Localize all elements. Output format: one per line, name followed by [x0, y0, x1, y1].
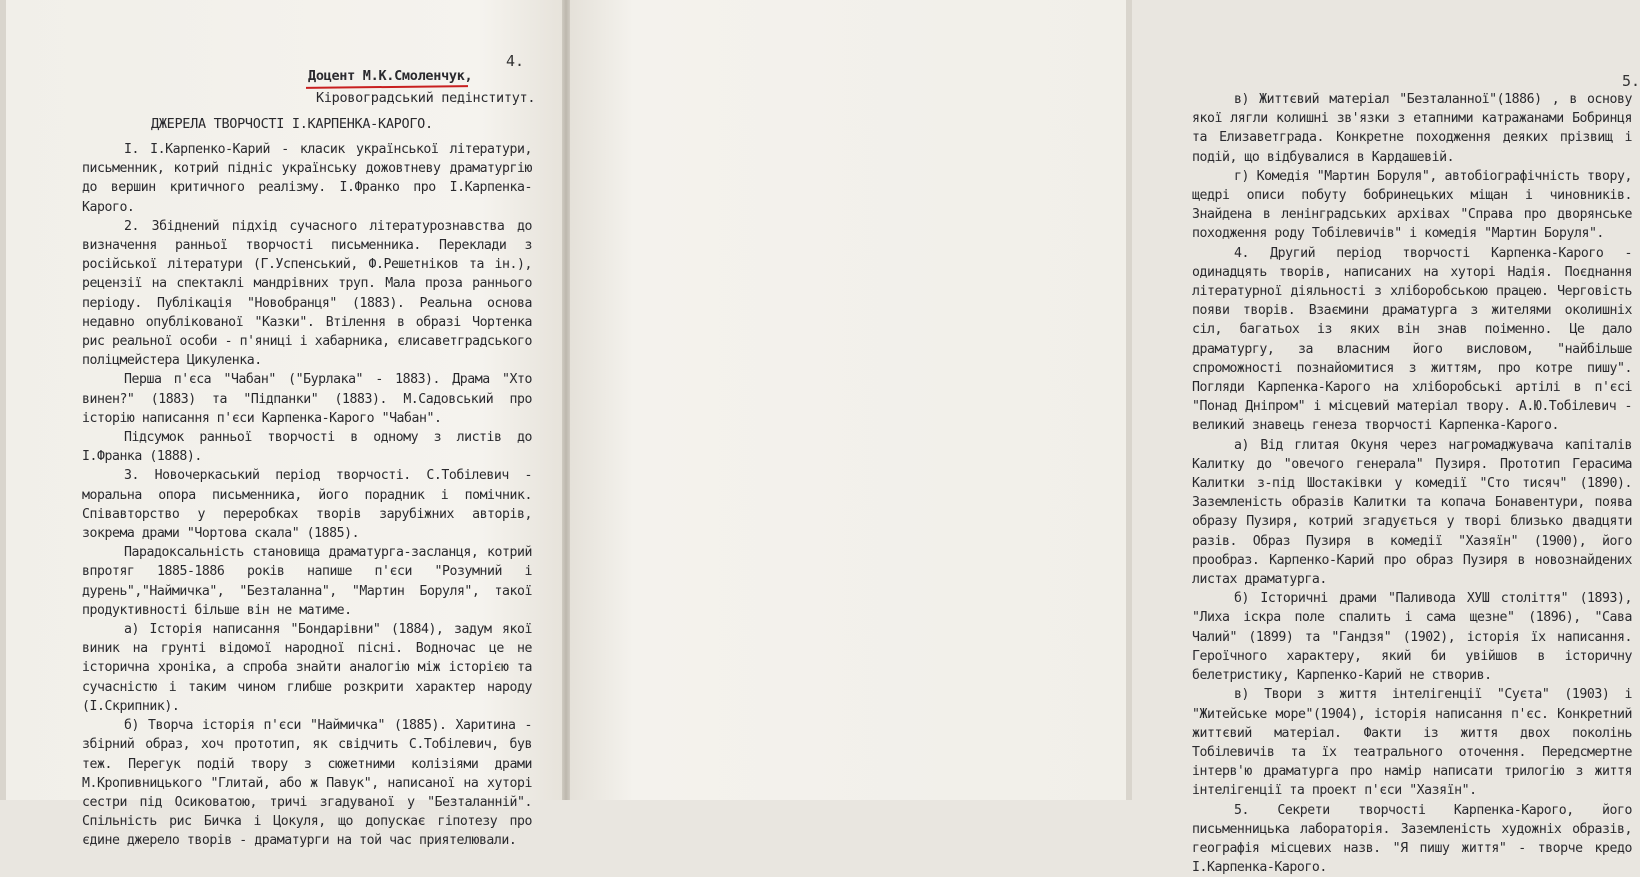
paragraph: Парадоксальність становища драматурга-засланця, котрий впротяг 1885-1886 років напише п'єси "Розумний і дурень","Наймичка", "Безталанна", "Мартин Боруля", такої продуктивності більше він не матиме. [82, 545, 532, 618]
page-number-left: 4. [506, 52, 525, 70]
book-spine [562, 0, 570, 800]
paragraph: Підсумок ранньої творчості в одному з листів до І.Франка (1888). [82, 430, 532, 465]
paragraph: 4. Другий період творчості Карпенка-Карого - одинадцять творів, написаних на хуторі Надія. Поєднання літературної діяльності з хліборобською працею. Черговість появи творів. Взаємини драматурга з жителями околишніх сіл, багатьох із яких він знав поіменно. Це дало драматургу, за власним його висловом, "найбільше спроможності познайомитися з життям, про котре пишу". Погляди Карпенка-Карого на хліборобські артілі в п'єсі "Понад Дніпром" і місцевий матеріал твору. А.Ю.Тобілевич - великий знавець генеза творчості Карпенка-Карого. [1192, 245, 1632, 434]
author-line: Доцент М.К.Смоленчук, [308, 68, 473, 84]
page-number-right: 5. [1622, 72, 1640, 90]
paragraph: б) Історичні драми "Паливода ХУШ століття" (1893), "Лиха іскра поле спалить і сама щезне" (1896), "Сава Чалий" (1899) та "Гандзя" (1902), історія їх написання. Героїчного характеру, який би увійшов в історичну белетристику, Карпенко-Карий не створив. [1192, 591, 1632, 684]
right-body-text [1192, 90, 1632, 877]
paragraph: г) Комедія "Мартин Боруля", автобіографічність твору, щедрі описи побуту бобринецьких міщан і чиновників. Знайдена в ленінградських архівах "Справа про дворянське походження роду Тобілевичів" і комедія "Мартин Боруля". [1192, 168, 1632, 242]
paragraph: в) Твори з життя інтелігенції "Суєта" (1903) і "Житейське море"(1904), історія написання п'єс. Конкретний життєвий матеріал. Факти із життя двох поколінь Тобілевичів та їх театрального оточення. Передсмертне інтерв'ю драматурга про намір написати трилогію з життя інтелігенції та проект п'єси "Хазяїн". [1192, 687, 1632, 799]
paragraph: Перша п'єса "Чабан" ("Бурлака" - 1883). Драма "Хто винен?" (1883) та "Підпанки" (1883). М.Садовський про історію написання п'єси Карпенка-Карого "Чабан". [82, 372, 532, 426]
document-title: ДЖЕРЕЛА ТВОРЧОСТІ І.КАРПЕНКА-КАРОГО. [151, 116, 433, 132]
paragraph: І. І.Карпенко-Карий - класик української літератури, письменник, котрий підніс українську дожовтневу драматургію до вершин критичного реалізму. І.Франко про І.Карпенка-Карого. [82, 142, 532, 215]
paragraph: 5. Секрети творчості Карпенка-Карого, його письменницька лабораторія. Заземленість художніх образів, географія місцевих назв. "Я пишу життя" - творче кредо І.Карпенка-Карого. [1192, 802, 1632, 876]
paragraph: б) Творча історія п'єси "Наймичка" (1885). Харитина - збірний образ, хоч прототип, як свідчить С.Тобілевич, був теж. Перегук подій твору з сюжетними колізіями драми М.Кропивницького "Глитай, або ж Павук", написаної на хуторі сестри під Осиковатою, тричі згадуваної у "Безталанній". Спільність рис Бичка і Цокуля, що допускає гіпотезу про єдине джерело творів - драматурги на той час приятелювали. [82, 718, 532, 849]
left-page [0, 0, 566, 849]
left-body-text [82, 140, 532, 851]
paragraph: 2. Збіднений підхід сучасного літературознавства до визначення ранньої творчості письменника. Переклади з російської літератури (Г.Успенський, Ф.Решетніков та ін.), рецензії на спектаклі мандрівних труп. Мала проза раннього періоду. Публікація "Новобранця" (1883). Реальна основа недавно опублікованої "Казки". Втілення в образі Чортенка рис реальної особи - п'яниці і хабарника, єлисаветградського поліцмейстера Цикуленка. [82, 218, 532, 369]
right-page [566, 0, 1640, 876]
paragraph: 3. Новочеркаський період творчості. С.Тобілевич - моральна опора письменника, його порадник і помічник. Співавторство у переробках творів зарубіжних авторів, зокрема драми "Чортова скала" (1885). [82, 468, 532, 542]
paragraph: в) Життєвий матеріал "Безталанної"(1886) , в основу якої лягли колишні зв'язки з етапними катражанами Бобринця та Елизаветграда. Конкретне походження деяких прізвищ і подій, що відбувалися в Кардашевій. [1192, 92, 1632, 165]
paragraph: а) Історія написання "Бондарівни" (1884), задум якої виник на грунті відомої народної пісні. Водночас це не історична хроніка, а спроба знайти аналогію між історією та сучасністю і таким чином глибше розкрити характер народу (І.Скрипник). [82, 622, 532, 714]
author-underline [306, 85, 468, 89]
institution-line: Кіровоградський педінститут. [316, 90, 536, 106]
paragraph: а) Від глитая Окуня через нагромаджувача капіталів Калитку до "овечого генерала" Пузиря. Прототип Герасима Калитки з-під Шостаківки у комедії "Сто тисяч" (1890). Заземленість образів Калитки та копача Бонавентури, поява образу Пузиря, котрий згадується у творі близько двадцяти разів. Образ Пузиря в комедії "Хазяїн" (1900), його прообраз. Карпенко-Карий про образ Пузиря в новознайдених листах драматурга. [1192, 437, 1632, 588]
